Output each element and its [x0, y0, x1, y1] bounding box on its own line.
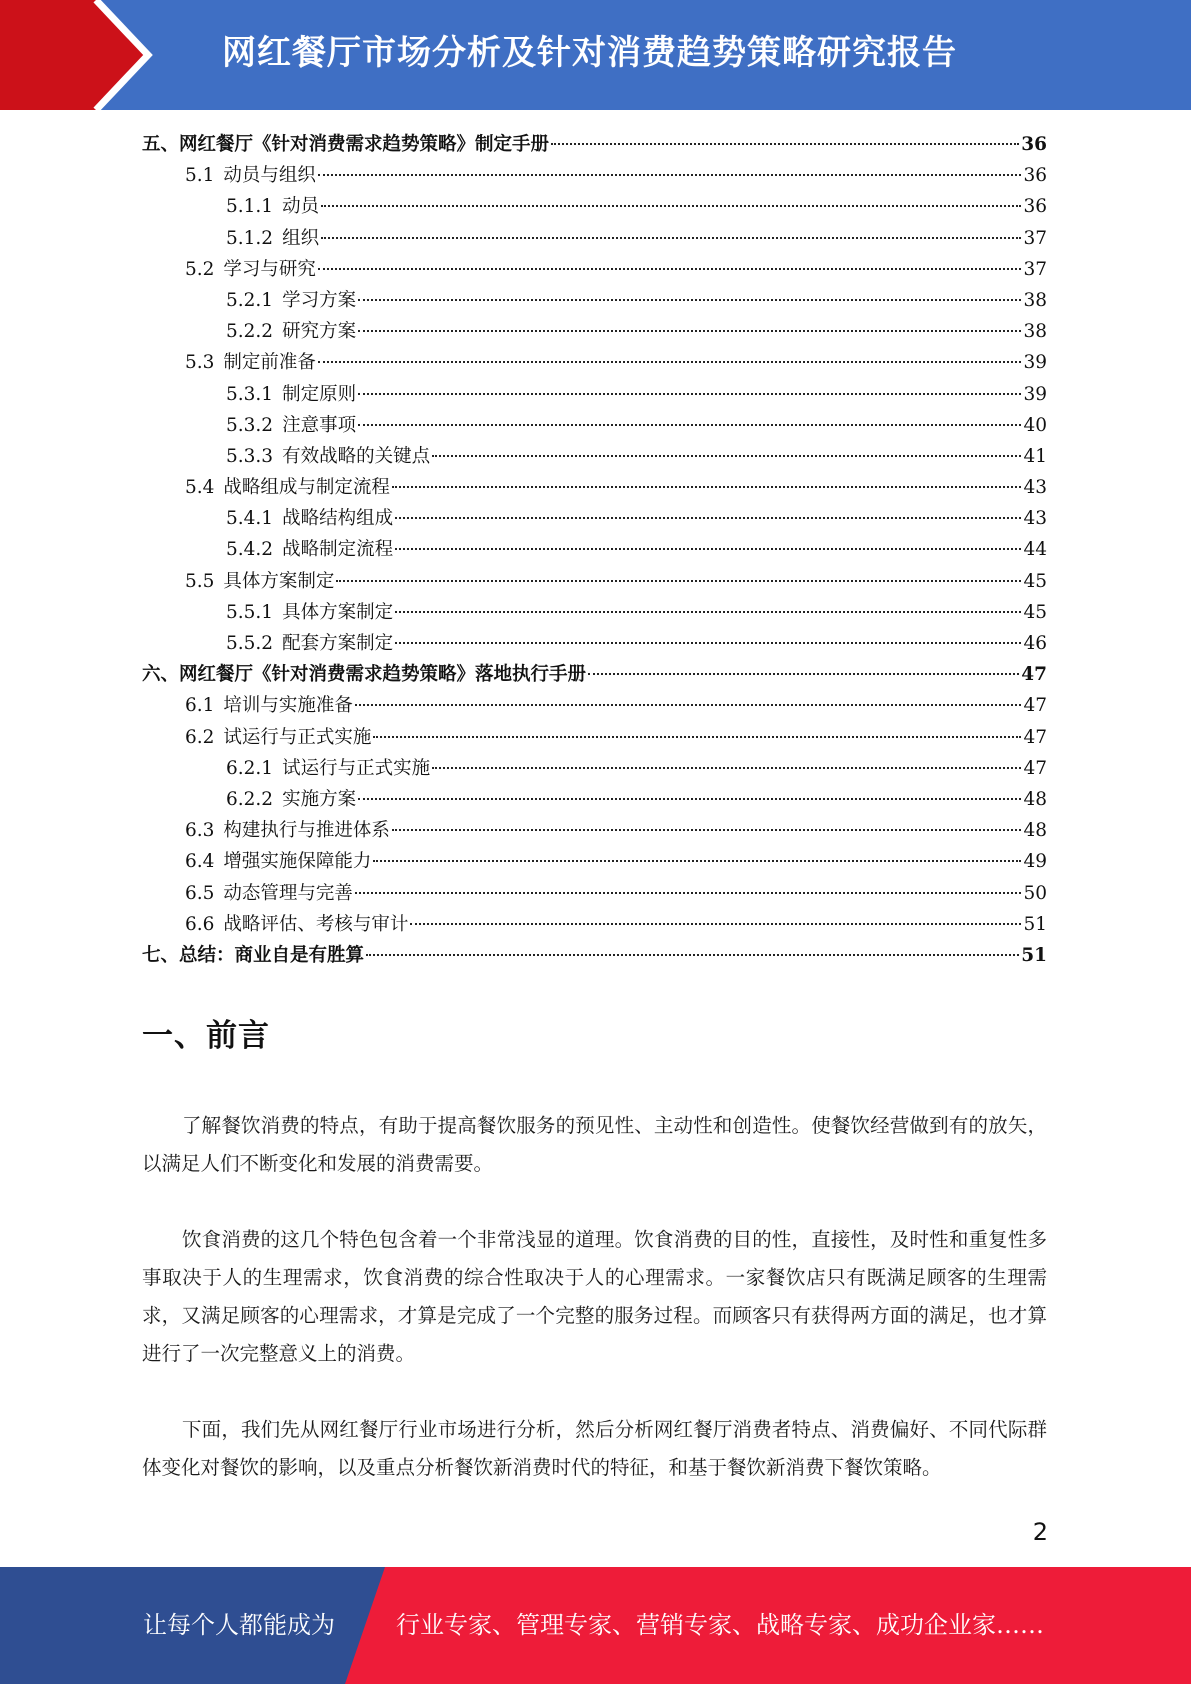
toc-dot-leader — [358, 330, 1021, 332]
toc-entry-title: 增强实施保障能力 — [223, 851, 372, 873]
toc-dot-leader — [588, 673, 1019, 675]
toc-entry-page: 39 — [1023, 383, 1047, 405]
toc-entry[interactable] — [142, 753, 1047, 784]
toc-entry-page: 37 — [1023, 227, 1047, 249]
toc-entry-page: 49 — [1023, 851, 1047, 873]
page-header — [0, 0, 1191, 110]
toc-entry-page: 46 — [1023, 633, 1047, 654]
toc-dot-leader — [358, 424, 1021, 426]
toc-entry-page: 38 — [1023, 321, 1047, 343]
toc-entry-number: 5.2.2 — [226, 321, 274, 343]
toc-dot-leader — [318, 174, 1022, 176]
toc-dot-leader — [432, 455, 1021, 457]
toc-entry-title: 学习与研究 — [223, 258, 316, 280]
toc-entry-title: 组织 — [282, 227, 320, 249]
toc-entry[interactable] — [142, 628, 1047, 659]
toc-dot-leader — [395, 611, 1021, 613]
toc-entry-title: 五、网红餐厅《针对消费需求趋势策略》制定手册 — [142, 134, 550, 155]
toc-entry-page: 44 — [1023, 539, 1047, 561]
toc-dot-leader — [355, 704, 1022, 706]
toc-entry-title: 培训与实施准备 — [223, 695, 353, 717]
toc-entry-number: 5.3.3 — [226, 445, 274, 467]
toc-dot-leader — [410, 923, 1021, 925]
toc-entry-page: 48 — [1023, 788, 1047, 810]
toc-dot-leader — [392, 486, 1022, 488]
toc-dot-leader — [373, 860, 1021, 862]
report-title: 网红餐厅市场分析及针对消费趋势策略研究报告 — [222, 33, 957, 73]
toc-entry-title: 注意事项 — [282, 414, 357, 436]
toc-entry-page: 47 — [1023, 757, 1047, 779]
toc-dot-leader — [395, 548, 1021, 550]
toc-entry[interactable] — [142, 722, 1047, 753]
toc-entry-title: 动员与组织 — [223, 165, 316, 187]
table-of-contents — [142, 129, 1047, 971]
body-paragraph: 下面，我们先从网红餐厅行业市场进行分析，然后分析网红餐厅消费者特点、消费偏好、不同代际群体变化对餐饮的影响，以及重点分析餐饮新消费时代的特征，和基于餐饮新消费下餐饮策略。 — [142, 1418, 1047, 1479]
toc-entry-number: 5.1 — [185, 165, 215, 187]
toc-entry[interactable] — [142, 410, 1047, 441]
toc-entry[interactable] — [142, 534, 1047, 565]
toc-entry-title: 有效战略的关键点 — [282, 445, 431, 467]
toc-entry-page: 45 — [1023, 570, 1047, 592]
toc-entry[interactable] — [142, 909, 1047, 940]
toc-dot-leader — [355, 892, 1022, 894]
toc-dot-leader — [321, 237, 1021, 239]
toc-entry-title: 具体方案制定 — [223, 570, 335, 592]
toc-entry-number: 5.2 — [185, 258, 215, 280]
toc-entry-number: 5.5.1 — [226, 601, 274, 623]
toc-entry[interactable] — [142, 597, 1047, 628]
toc-entry-title: 构建执行与推进体系 — [223, 820, 390, 842]
toc-entry-page: 47 — [1023, 726, 1047, 748]
toc-entry-page: 38 — [1023, 289, 1047, 311]
toc-dot-leader — [432, 767, 1021, 769]
toc-dot-leader — [336, 580, 1021, 582]
toc-entry-number: 5.1.2 — [226, 227, 274, 249]
page-footer — [0, 1567, 1191, 1684]
toc-entry-number: 6.3 — [185, 820, 215, 842]
toc-entry[interactable] — [142, 815, 1047, 846]
toc-entry[interactable] — [142, 784, 1047, 815]
toc-dot-leader — [358, 299, 1021, 301]
toc-entry-title: 战略组成与制定流程 — [223, 477, 390, 499]
toc-dot-leader — [366, 954, 1019, 956]
toc-dot-leader — [318, 361, 1022, 363]
toc-entry-number: 5.3 — [185, 352, 215, 374]
toc-entry-number: 6.5 — [185, 882, 215, 904]
toc-entry-title: 六、网红餐厅《针对消费需求趋势策略》落地执行手册 — [142, 664, 587, 686]
toc-entry-page: 36 — [1023, 165, 1047, 187]
toc-entry-title: 动态管理与完善 — [223, 882, 353, 904]
page-number: 2 — [1032, 1518, 1048, 1546]
toc-entry-number: 6.4 — [185, 851, 215, 873]
toc-entry-number: 6.2 — [185, 726, 215, 748]
toc-entry-number: 5.3.1 — [226, 383, 274, 405]
toc-entry-page: 48 — [1023, 820, 1047, 842]
toc-entry[interactable] — [142, 503, 1047, 534]
toc-dot-leader — [373, 736, 1021, 738]
toc-entry[interactable] — [142, 254, 1047, 285]
toc-entry-page: 41 — [1023, 445, 1047, 467]
toc-entry-title: 学习方案 — [282, 289, 357, 311]
toc-entry-page: 36 — [1021, 134, 1047, 155]
toc-entry-title: 试运行与正式实施 — [223, 726, 372, 748]
toc-entry-title: 研究方案 — [282, 321, 357, 343]
toc-entry-number: 6.2.2 — [226, 788, 274, 810]
toc-entry[interactable] — [142, 129, 1047, 160]
footer-slogan-left: 让每个人都能成为 — [143, 1611, 335, 1639]
toc-entry[interactable] — [142, 566, 1047, 597]
toc-entry[interactable] — [142, 160, 1047, 191]
toc-entry-title: 制定原则 — [282, 383, 357, 405]
toc-entry-number: 5.3.2 — [226, 414, 274, 436]
toc-entry-title: 试运行与正式实施 — [282, 757, 431, 779]
toc-entry-number: 5.4.1 — [226, 508, 274, 530]
toc-entry-title: 动员 — [282, 196, 320, 218]
toc-entry-number: 6.6 — [185, 913, 215, 935]
toc-entry[interactable] — [142, 441, 1047, 472]
toc-entry-page: 36 — [1023, 196, 1047, 218]
toc-dot-leader — [321, 205, 1021, 207]
toc-entry[interactable] — [142, 347, 1047, 378]
toc-dot-leader — [395, 642, 1021, 644]
toc-entry[interactable] — [142, 690, 1047, 721]
toc-dot-leader — [358, 393, 1021, 395]
toc-entry[interactable] — [142, 191, 1047, 222]
toc-entry-page: 37 — [1023, 258, 1047, 280]
toc-entry-page: 40 — [1023, 414, 1047, 436]
toc-entry-page: 47 — [1021, 664, 1047, 686]
toc-entry-title: 实施方案 — [282, 788, 357, 810]
toc-dot-leader — [318, 268, 1022, 270]
toc-entry-number: 5.2.1 — [226, 289, 274, 311]
toc-entry-page: 51 — [1023, 913, 1047, 935]
toc-entry[interactable] — [142, 316, 1047, 347]
toc-entry-page: 45 — [1023, 601, 1047, 623]
toc-entry[interactable] — [142, 472, 1047, 503]
body-paragraph: 饮食消费的这几个特色包含着一个非常浅显的道理。饮食消费的目的性，直接性，及时性和重复性多事取决于人的生理需求，饮食消费的综合性取决于人的心理需求。一家餐饮店只有既满足顾客的生理需求，又满足顾客的心理需求，才算是完成了一个完整的服务过程。而顾客只有获得两方面的满足，也才算进行了一次完整意义上的消费。 — [142, 1228, 1047, 1365]
toc-entry[interactable] — [142, 940, 1047, 971]
toc-entry[interactable] — [142, 379, 1047, 410]
toc-entry-title: 战略结构组成 — [282, 508, 394, 530]
footer-slogan-right: 行业专家、管理专家、营销专家、战略专家、成功企业家…… — [396, 1611, 1044, 1639]
toc-entry-title: 战略制定流程 — [282, 539, 394, 561]
toc-entry-number: 6.2.1 — [226, 757, 274, 779]
toc-entry-title: 战略评估、考核与审计 — [223, 913, 409, 935]
toc-entry-page: 47 — [1023, 695, 1047, 717]
toc-entry-page: 43 — [1023, 508, 1047, 530]
toc-entry-page: 50 — [1023, 882, 1047, 904]
toc-entry-page: 43 — [1023, 477, 1047, 499]
toc-entry-page: 51 — [1021, 944, 1047, 966]
toc-entry-number: 5.4 — [185, 477, 215, 499]
toc-entry[interactable] — [142, 878, 1047, 909]
toc-entry-title: 配套方案制定 — [282, 633, 394, 654]
toc-entry-title: 七、总结：商业自是有胜算 — [142, 944, 365, 966]
section-heading: 一、前言 — [142, 1018, 270, 1054]
toc-entry-number: 5.5.2 — [226, 633, 274, 654]
toc-entry-number: 5.4.2 — [226, 539, 274, 561]
toc-dot-leader — [551, 143, 1019, 145]
toc-entry-number: 5.1.1 — [226, 196, 274, 218]
toc-dot-leader — [392, 829, 1022, 831]
toc-entry[interactable] — [142, 285, 1047, 316]
toc-entry-number: 5.5 — [185, 570, 215, 592]
body-paragraph: 了解餐饮消费的特点，有助于提高餐饮服务的预见性、主动性和创造性。使餐饮经营做到有的放矢，以满足人们不断变化和发展的消费需要。 — [142, 1114, 1047, 1175]
toc-entry-number: 6.1 — [185, 695, 215, 717]
toc-entry[interactable] — [142, 846, 1047, 877]
toc-dot-leader — [358, 798, 1021, 800]
toc-entry-title: 具体方案制定 — [282, 601, 394, 623]
toc-entry[interactable] — [142, 659, 1047, 690]
toc-dot-leader — [395, 517, 1021, 519]
toc-entry-title: 制定前准备 — [223, 352, 316, 374]
toc-entry-page: 39 — [1023, 352, 1047, 374]
toc-entry[interactable] — [142, 223, 1047, 254]
